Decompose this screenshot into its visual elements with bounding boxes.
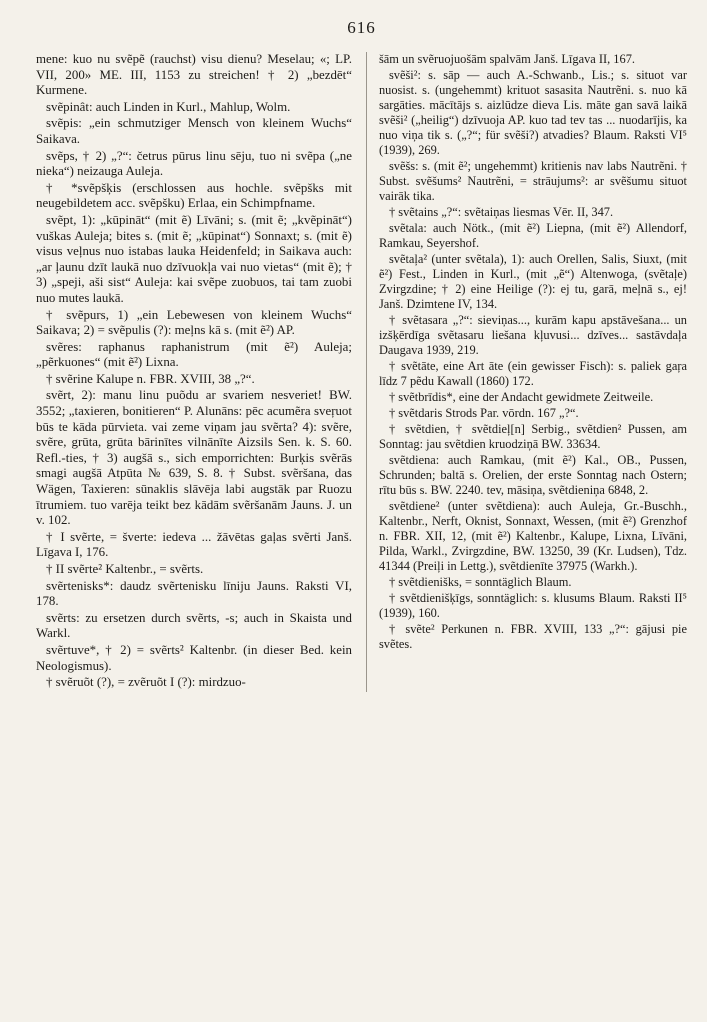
dictionary-entry: † svẽtāte, eine Art āte (ein gewisser Fisch): s. paliek gaŗa līdz 7 pẽdu Kawall (1860) 172. — [378, 359, 687, 388]
dictionary-entry: mene: kuo nu svẽpẽ (rauchst) visu dienu? Meselau; «; LP. VII, 200» ME. III, 1153 zu streichen! † 2) „bezdēt“ Kurmene. — [36, 52, 352, 98]
dictionary-entry: † svẽpurs, 1) „ein Lebewesen von kleinem Wuchs“ Saikava; 2) = svẽpulis (?): meļns kā s. (mit ẽ²) AP. — [36, 307, 352, 338]
dictionary-entry: † svẽtasara „?“: sieviņas..., kurām kapu apstāvešana... un izšķērdīga svẽtasaru liešana kļuvusi... dzīves... sastāvdaļa Daugava 1939, 219. — [378, 313, 687, 357]
dictionary-entry: † svẽruõt (?), = zvẽruõt I (?): mirdzuo- — [46, 675, 246, 690]
left-column — [36, 52, 352, 692]
right-column — [366, 52, 687, 692]
dictionary-entry: svẽrtenisks*: daudz svẽrtenisku līniju Jauns. Raksti VI, 178. — [36, 578, 352, 609]
dictionary-entry: svẽšs: s. (mit ẽ²; ungehemmt) kritienis nav labs Nautrẽni. † Subst. svẽšums² Nautrẽni, = strāujums²: ar svẽšumu situot vairāk tika. — [378, 159, 687, 203]
dictionary-entry: svẽrt, 2): manu linu puõdu ar svariem nesveriet! BW. 3552; „taxieren, bonitieren“ P. Alunāns: pēc acumẽra sveŗuot būs te kāda pūrvieta. vai zeme viņam jau svẽrta? 4): svẽre, svẽre, grūta, grūta bārinītes vilnānīte Aizsils Sen. k. S. 60. Refl.-ties, † 3) augšā s., sich emporrichten: Burķis svẽrās smagi augšā Atpūta № 639, S. 8. † Subst. svẽršana, das Wägen, Taxieren: sūnaklis slāvēja labi augstāk par Ruozu ītrumiem. tuo varēja teikt bez kādām svẽršanām Jauns. J. un v. 102. — [36, 388, 352, 528]
dictionary-entry: † I svẽrte, = šverte: iedeva ... žāvētas gaļas svẽrti Janš. Līgava I, 176. — [36, 529, 352, 560]
page-number: 616 — [347, 18, 376, 37]
dictionary-entry: svẽpinât: auch Linden in Kurl., Mahlup, Wolm. — [46, 99, 291, 114]
dictionary-entry: svẽpt, 1): „kūpināt“ (mit ẽ) Līvāni; s. (mit ẽ; „kvẽpināt“) vuškas Auleja; bites s. (mit ẽ; „kūpinat“) Sonnaxt; s. (mit ẽ) visus veļnus nuo istabas lauka Heidenfeld; in Saikava auch: „ar ļaunu dzīt laukā nuo dzīvuokļa vai nuo vietas“ (mit ẽ); † 3) „speji, aši sist“ Auleja: kai svẽpe zuobuos, tai tam zuobi nuo mutes laukā. — [36, 212, 352, 305]
dictionary-entry: svẽps, † 2) „?“: četrus pūrus linu sēju, tuo ni svẽpa („ne nieka“) neizauga Auleja. — [36, 148, 352, 179]
dictionary-entry: svẽpis: „ein schmutziger Mensch von kleinem Wuchs“ Saikava. — [36, 116, 352, 146]
dictionary-entry: svẽši²: s. sāp — auch A.-Schwanb., Lis.; s. situot var nuosist. s. (ungehemmt) krituot sasasita Nautrẽni. s. nuo kā sargāties. mācītājs s. aizlūdze dieva Lis. māte gan savā laikā svẽši² („heilig“) dzīvuoja AP. kuo tad tev tas ... nuodarījis, ka nuo viņa tik s. („?“; für svẽši?) atvadies? Blaum. Raksti VI⁵ (1939), 269. — [378, 68, 687, 157]
columns — [36, 52, 687, 692]
dictionary-entry: svẽtala: auch Nötk., (mit ẽ²) Liepna, (mit ẽ²) Allendorf, Ramkau, Seyershof. — [378, 221, 687, 250]
dictionary-entry: † svẽtdienišķīgs, sonntäglich: s. klusums Blaum. Raksti II⁵ (1939), 160. — [378, 591, 687, 620]
dictionary-entry: † svẽtdienišks, = sonntäglich Blaum. — [388, 575, 572, 589]
dictionary-entry: svẽtdiene² (unter svẽtdiena): auch Auleja, Gr.-Buschh., Kaltenbr., Nerft, Oknist, Sonnaxt, Wessen, (mit ẽ²) Grenzhof n. FBR. XII, 12, (mit ẽ²) Kaltenbr., Kalupe, Lixna, Līvāni, Pilda, Warkl., Zvirgzdine, BW. 13250, 39 (Kr. Ludsen), Tdz. 41344 (Preiļi in Lettg.), svẽtdienīte 37975 (Warkh.). — [378, 499, 687, 573]
dictionary-entry: † svẽtains „?“: svẽtaiņas liesmas Vēr. II, 347. — [388, 205, 614, 219]
dictionary-entry: † svẽtdaris Strods Par. vōrdn. 167 „?“. — [388, 406, 579, 420]
dictionary-entry: svẽrtuve*, † 2) = svẽrts² Kaltenbr. (in dieser Bed. kein Neologismus). — [36, 642, 352, 673]
dictionary-entry: † svẽtdien, † svẽtdieļ[n] Serbig., svẽtdien² Pussen, am Sonntag: jau svẽtdien kruodziņā BW. 33634. — [378, 422, 687, 451]
dictionary-entry: † svẽte² Perkunen n. FBR. XVIII, 133 „?“: gājusi pie svẽtes. — [378, 622, 687, 651]
dictionary-entry: svẽtaļa² (unter svẽtala), 1): auch Orellen, Salis, Siuxt, (mit ẽ²) Fest., Linden in Kurl., (mit „ẽ“) Altenwoga, (svẽtaļe) Zvirgzdine; † 2) eine Heilige (?): ej tu, garā, meļnā s., ej! Janš. Dzimtene IV, 134. — [378, 252, 687, 311]
dictionary-entry: † svẽrine Kalupe n. FBR. XVIII, 38 „?“. — [46, 371, 255, 386]
dictionary-entry: † svẽtbrīdis*, eine der Andacht gewidmete Zeitweile. — [388, 390, 654, 404]
dictionary-entry: † *svẽpšķis (erschlossen aus hochle. svẽpšks mit neugebildetem acc. svẽpšku) Erlaa, ein Schimpfname. — [36, 180, 352, 211]
dictionary-entry: šām un svẽruojuošām spalvām Janš. Līgava II, 167. — [378, 52, 635, 66]
dictionary-entry: svẽres: raphanus raphanistrum (mit ẽ²) Auleja; „pẽrkuones“ (mit ẽ²) Lixna. — [36, 339, 352, 370]
dictionary-entry: † II svẽrte² Kaltenbr., = svẽrts. — [46, 562, 204, 576]
dictionary-entry: svẽtdiena: auch Ramkau, (mit ẽ²) Kal., OB., Pussen, Schrunden; baltā s. Orelien, der erste Sonntag nach Ostern; rītu būs s. BW. 2240. tev, māsiņa, svẽtdieniņa 6848, 2. — [378, 453, 687, 497]
dictionary-entry: svẽrts: zu ersetzen durch svẽrts, -s; auch in Skaista und Warkl. — [36, 610, 352, 641]
